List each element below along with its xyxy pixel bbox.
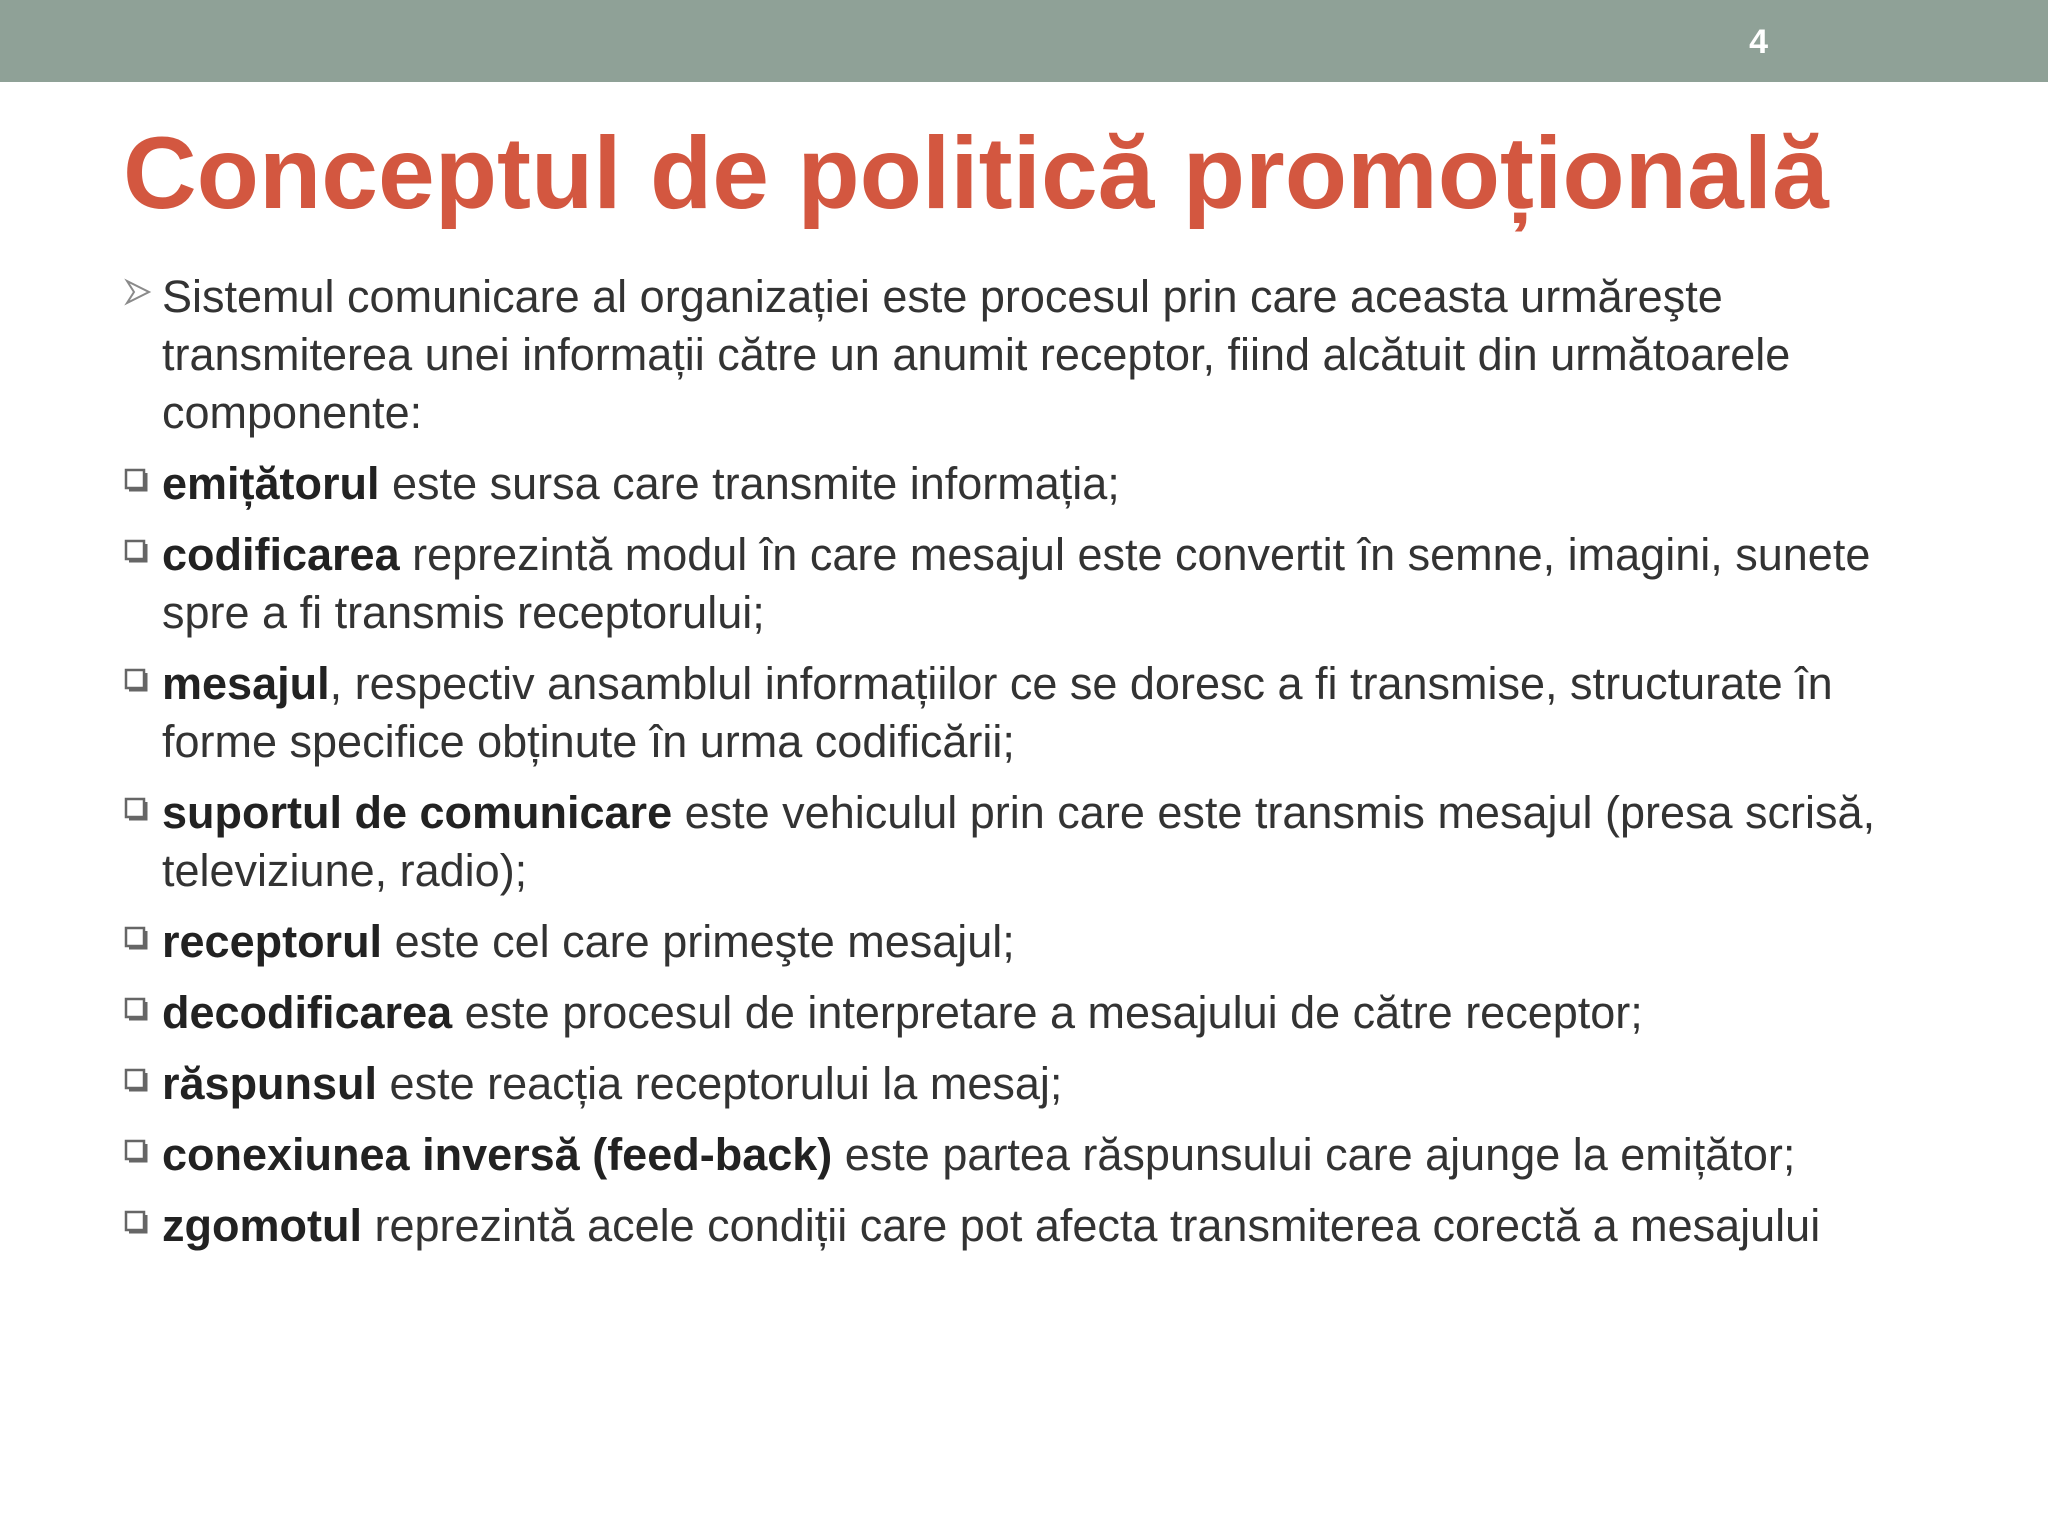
list-item — [124, 1197, 1934, 1255]
item-term: decodificarea — [162, 987, 453, 1038]
checkbox-bullet-icon — [124, 468, 148, 492]
list-item — [124, 655, 1934, 771]
item-term: conexiunea inversă (feed-back) — [162, 1129, 833, 1180]
item-description: reprezintă modul în care mesajul este convertit în semne, imagini, sunete spre a fi transmis receptorului; — [162, 529, 1871, 638]
list-item — [124, 913, 1934, 971]
item-description: este procesul de interpretare a mesajului de către receptor; — [452, 987, 1643, 1038]
bullet-list — [124, 268, 1934, 1268]
checkbox-bullet-icon — [124, 1139, 148, 1163]
item-term: receptorul — [162, 916, 383, 967]
list-item — [124, 984, 1934, 1042]
checkbox-bullet-icon — [124, 926, 148, 950]
item-term: emițătorul — [162, 458, 380, 509]
list-item — [124, 526, 1934, 642]
item-description: reprezintă acele condiții care pot afecta transmiterea corectă a mesajului — [361, 1200, 1821, 1251]
checkbox-bullet-icon — [124, 797, 148, 821]
list-item — [124, 1126, 1934, 1184]
item-term: suportul de comunicare — [162, 787, 673, 838]
item-term: codificarea — [162, 529, 400, 580]
checkbox-bullet-icon — [124, 668, 148, 692]
arrow-bullet-icon — [124, 278, 152, 306]
checkbox-bullet-icon — [124, 997, 148, 1021]
item-description: , respectiv ansamblul informațiilor ce se doresc a fi transmise, structurate în forme specifice obținute în urma codificării; — [162, 658, 1833, 767]
item-term: răspunsul — [162, 1058, 378, 1109]
checkbox-bullet-icon — [124, 1210, 148, 1234]
item-description: este reacția receptorului la mesaj; — [377, 1058, 1063, 1109]
item-term: mesajul — [162, 658, 330, 709]
item-description: este sursa care transmite informația; — [379, 458, 1120, 509]
intro-bullet — [124, 268, 1934, 442]
top-bar — [0, 0, 2048, 82]
slide-title: Conceptul de politică promoțională — [123, 116, 1829, 230]
list-item — [124, 784, 1934, 900]
item-description: este partea răspunsului care ajunge la emițător; — [832, 1129, 1796, 1180]
list-item — [124, 1055, 1934, 1113]
checkbox-bullet-icon — [124, 1068, 148, 1092]
intro-text: Sistemul comunicare al organizației este procesul prin care aceasta urmăreşte transmiterea unei informații către un anumit receptor, fiind alcătuit din următoarele componente: — [162, 271, 1791, 438]
item-description: este cel care primeşte mesajul; — [382, 916, 1015, 967]
item-term: zgomotul — [162, 1200, 362, 1251]
slide-number: 4 — [1749, 23, 1768, 61]
list-item — [124, 455, 1934, 513]
checkbox-bullet-icon — [124, 539, 148, 563]
item-description: este vehiculul prin care este transmis mesajul (presa scrisă, televiziune, radio); — [162, 787, 1876, 896]
